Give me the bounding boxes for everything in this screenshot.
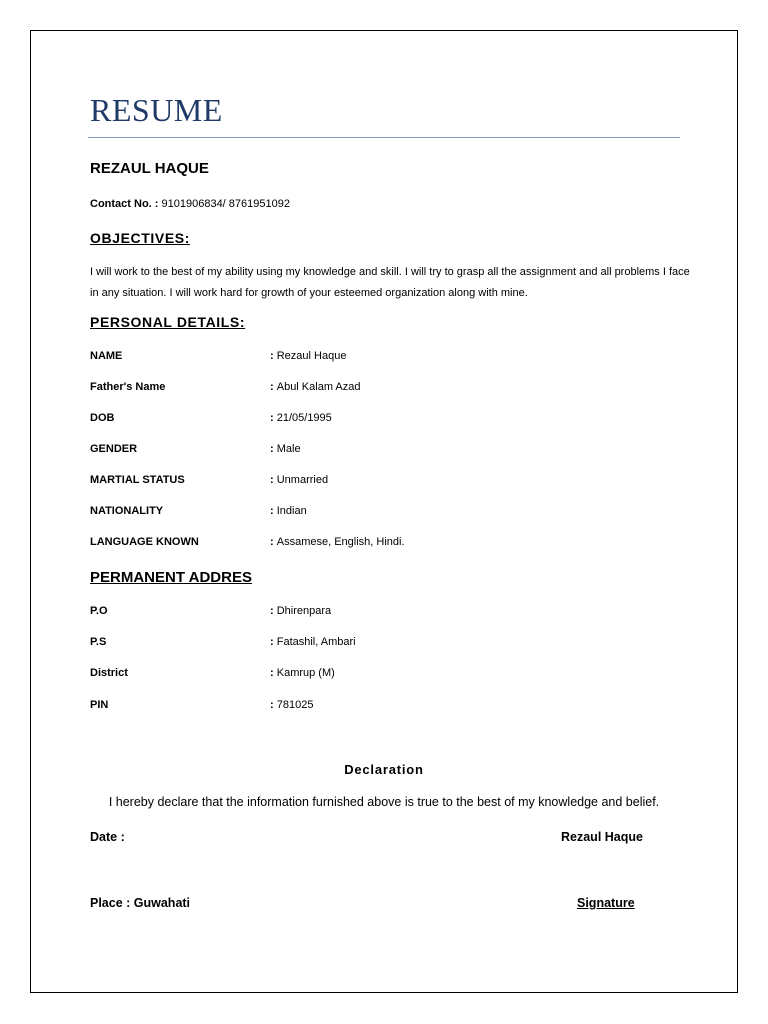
address-row-label: District (90, 667, 128, 679)
colon: : (270, 699, 277, 711)
colon: : (270, 505, 277, 517)
personal-details-heading: PERSONAL DETAILS: (90, 314, 246, 330)
colon: : (270, 667, 277, 679)
personal-row-label: GENDER (90, 443, 138, 455)
permanent-address-heading: PERMANENT ADDRES (90, 569, 252, 586)
value-text: Kamrup (M) (276, 667, 335, 679)
personal-row-label: NAME (90, 350, 123, 362)
personal-row-value (270, 443, 301, 455)
colon: : (270, 381, 277, 393)
value-text: Dhirenpara (276, 605, 332, 617)
personal-row-value (270, 474, 328, 486)
personal-row-label: NATIONALITY (90, 505, 164, 517)
place-label: Place : Guwahati (90, 896, 191, 910)
contact-line (90, 198, 290, 210)
address-row-value (270, 699, 313, 711)
address-row-value (270, 605, 331, 617)
value-text: Fatashil, Ambari (276, 636, 356, 648)
contact-value: 9101906834/ 8761951092 (158, 198, 290, 210)
objectives-text: I will work to the best of my ability using my knowledge and skill. I will try to grasp all the assignment and all problems I face in any situation. I will work hard for growth of your esteemed organization along with mine. (90, 266, 690, 299)
address-row-value (270, 667, 335, 679)
value-text: 21/05/1995 (276, 412, 332, 424)
value-text: 781025 (276, 699, 314, 711)
personal-row-label: DOB (90, 412, 115, 424)
colon: : (270, 443, 277, 455)
value-text: Assamese, English, Hindi. (276, 536, 405, 548)
date-label: Date : (90, 830, 125, 844)
declaration-heading: Declaration (344, 762, 424, 777)
candidate-name: REZAUL HAQUE (90, 160, 209, 177)
address-row-value (270, 636, 356, 648)
colon: : (270, 536, 277, 548)
colon: : (270, 350, 277, 362)
title-divider (88, 137, 680, 138)
signature-label: Signature (577, 896, 635, 910)
colon: : (270, 605, 277, 617)
signer-name: Rezaul Haque (561, 830, 643, 844)
value-text: Indian (276, 505, 307, 517)
address-row-label: PIN (90, 699, 109, 711)
value-text: Male (276, 443, 301, 455)
contact-label: Contact No. : (90, 198, 159, 210)
personal-row-value (270, 412, 332, 424)
colon: : (270, 412, 277, 424)
personal-row-label: Father's Name (90, 381, 166, 393)
personal-row-label: LANGUAGE KNOWN (90, 536, 199, 548)
value-text: Unmarried (276, 474, 329, 486)
address-row-label: P.O (90, 605, 108, 617)
address-row-label: P.S (90, 636, 107, 648)
value-text: Abul Kalam Azad (276, 381, 361, 393)
colon: : (270, 474, 277, 486)
personal-row-label: MARTIAL STATUS (90, 474, 185, 486)
colon: : (270, 636, 277, 648)
resume-title: RESUME (90, 92, 223, 128)
personal-row-value (270, 536, 405, 548)
objectives-heading: OBJECTIVES: (90, 230, 190, 246)
declaration-text: I hereby declare that the information furnished above is true to the best of my knowledge and belief. (108, 795, 660, 809)
personal-row-value (270, 381, 361, 393)
personal-row-value (270, 505, 307, 517)
value-text: Rezaul Haque (276, 350, 347, 362)
personal-row-value (270, 350, 346, 362)
